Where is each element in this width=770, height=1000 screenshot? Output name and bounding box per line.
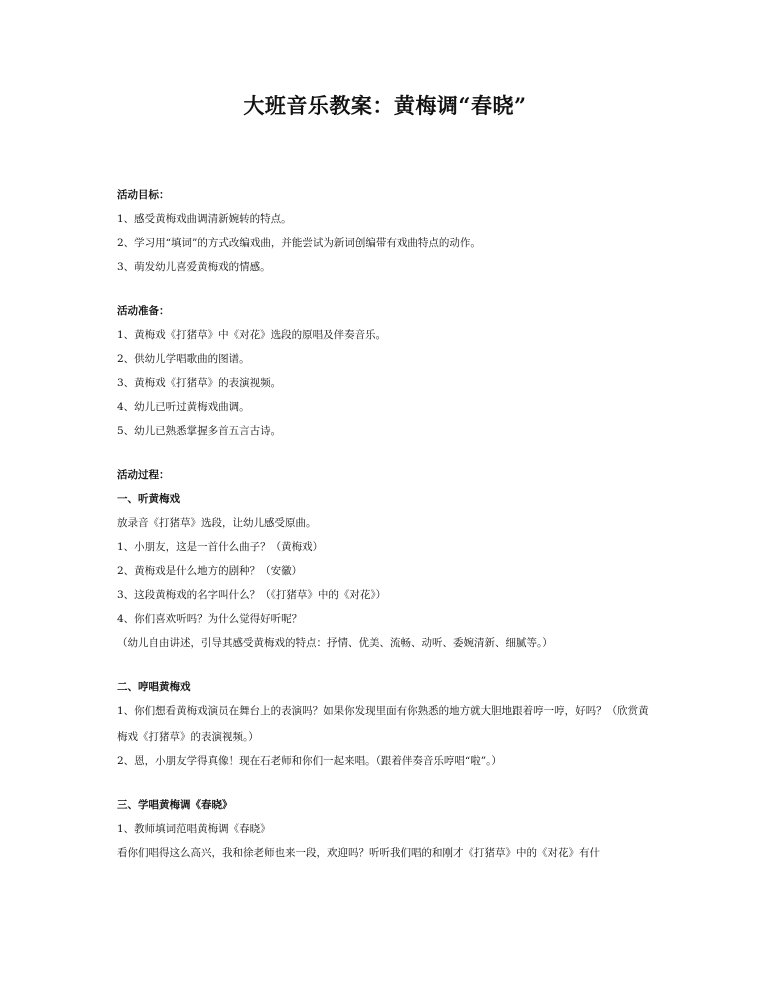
prep-item: 2、供幼儿学唱歌曲的图谱。: [117, 353, 250, 365]
part1-item: 1、小朋友，这是一首什么曲子？（黄梅戏）: [117, 541, 324, 553]
part1-item: 3、这段黄梅戏的名字叫什么？（《打猪草》中的《对花》）: [117, 589, 387, 601]
part3-heading: 三、学唱黄梅调《春晓》: [117, 799, 233, 811]
prep-item: 4、幼儿已听过黄梅戏曲调。: [117, 401, 250, 413]
part1-heading: 一、听黄梅戏: [117, 493, 180, 505]
part1-item: 2、黄梅戏是什么地方的剧种？（安徽）: [117, 565, 303, 577]
prep-heading: 活动准备：: [117, 305, 170, 317]
prep-item: 5、幼儿已熟悉掌握多首五言古诗。: [117, 425, 282, 437]
part3-item: 1、教师填词范唱黄梅调《春晓》: [117, 823, 271, 835]
document-body: [117, 188, 657, 860]
part3-text: 看你们唱得这么高兴，我和徐老师也来一段，欢迎吗？听听我们唱的和刚才《打猪草》中的《对花》有什: [117, 847, 600, 859]
part2-item: 2、恩，小朋友学得真像！现在石老师和你们一起来唱。（跟着伴奏音乐哼唱“啦”。）: [117, 755, 502, 767]
part2-heading: 二、哼唱黄梅戏: [117, 681, 191, 693]
prep-item: 1、黄梅戏《打猪草》中《对花》选段的原唱及伴奏音乐。: [117, 329, 387, 341]
goals-item: 3、萌发幼儿喜爱黄梅戏的情感。: [117, 261, 271, 273]
part1-note: （幼儿自由讲述，引导其感受黄梅戏的特点：抒情、优美、流畅、动听、委婉清新、细腻等。）: [117, 637, 553, 649]
part1-item: 4、你们喜欢听吗？为什么觉得好听呢？: [117, 613, 303, 625]
document-title: 大班音乐教案：黄梅调“春晓”: [243, 93, 527, 118]
part2-item: 1、你们想看黄梅戏演员在舞台上的表演吗？如果你发现里面有你熟悉的地方就大胆地跟着哼一哼，好吗？（欣赏黄梅戏《打猪草》的表演视频。）: [117, 705, 649, 743]
goals-heading: 活动目标：: [117, 189, 170, 201]
goals-item: 2、学习用“填词”的方式改编戏曲，并能尝试为新词创编带有戏曲特点的动作。: [117, 237, 481, 249]
part1-intro: 放录音《打猪草》选段，让幼儿感受原曲。: [117, 517, 317, 529]
prep-item: 3、黄梅戏《打猪草》的表演视频。: [117, 377, 282, 389]
process-heading: 活动过程：: [117, 469, 170, 481]
goals-item: 1、感受黄梅戏曲调清新婉转的特点。: [117, 213, 292, 225]
